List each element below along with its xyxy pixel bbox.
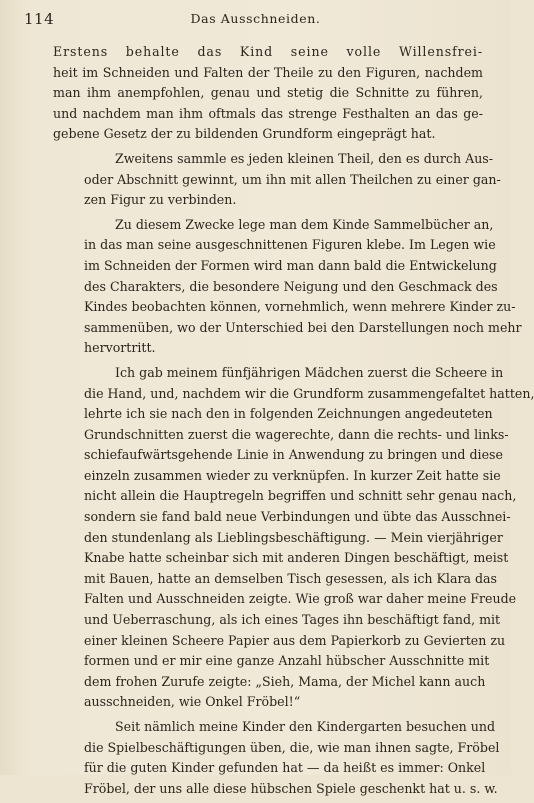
text-line: im Schneiden der Formen wird man dann bald die Entwickelung [84,257,497,273]
text-line: Zweitens sammle es jeden kleinen Theil, den es durch Aus- [115,150,494,166]
text-line: nicht allein die Hauptregeln begriffen und schnitt sehr genau nach, [84,488,517,504]
page-number: 114 [24,10,55,28]
text-line: und Ueberraschung, als ich eines Tages ihn beschäftigt fand, mit [84,612,501,628]
text-line: sammenüben, wo der Unterschied bei den Darstellungen noch mehr [84,319,522,335]
text-line: heit im Schneiden und Falten der Theile zu den Figuren, nachdem [53,64,483,80]
text-line: die Hand, und, nachdem wir die Grundform zusammengefaltet hatten, [84,385,534,401]
text-line: Knabe hatte scheinbar sich mit anderen Dingen beschäftigt, meist [84,550,509,566]
text-line: Kindes beobachten können, vornehmlich, wenn mehrere Kinder zu- [84,299,516,315]
paragraph [53,363,534,713]
text-line: einer kleinen Scheere Papier aus dem Papierkorb zu Gevierten zu [84,632,506,648]
text-line: Falten und Ausschneiden zeigte. Wie groß war daher meine Freude [84,591,517,607]
text-line: des Charakters, die besondere Neigung und den Geschmack des [84,278,498,294]
text-line: schiefaufwärtsgehende Linie in Anwendung zu bringen und diese [84,447,503,463]
text-line: sondern sie fand bald neue Verbindungen und übte das Ausschnei- [84,509,511,525]
text-line: dem frohen Zurufe zeigte: „Sieh, Mama, der Michel kann auch [84,673,486,689]
paragraph [53,149,501,211]
running-head [0,8,511,30]
text-line: gebene Gesetz der zu bildenden Grundform eingeprägt hat. [53,126,436,142]
text-line: Zu diesem Zwecke lege man dem Kinde Sammelbücher an, [115,216,494,232]
paragraph [53,215,522,359]
text-line: Fröbel, der uns alle diese hübschen Spiele geschenkt hat u. s. w. [84,780,498,796]
text-line: Ich gab meinem fünfjährigen Mädchen zuerst die Scheere in [115,364,504,380]
text-line: man ihm anempfohlen, genau und stetig die Schnitte zu führen, [53,85,483,101]
text-line: zen Figur zu verbinden. [84,192,237,208]
text-line: formen und er mir eine ganze Anzahl hübscher Ausschnitte mit [84,653,490,669]
paragraph [53,717,500,799]
text-line: oder Abschnitt gewinnt, um ihn mit allen Theilchen zu einer gan- [84,171,501,187]
text-line: für die guten Kinder gefunden hat — da heißt es immer: Onkel [84,760,486,776]
text-line: den stundenlang als Lieblingsbeschäftigung. — Mein vierjähriger [84,529,503,545]
text-line: einzeln zusammen wieder zu verknüpfen. In kurzer Zeit hatte sie [84,467,501,483]
body-text [53,42,534,803]
running-title: Das Ausschneiden. [190,11,321,26]
text-line: Erstens behalte das Kind seine volle Willensfrei- [53,44,483,59]
text-line: ausschneiden, wie Onkel Fröbel!“ [84,694,301,710]
text-line: in das man seine ausgeschnittenen Figuren klebe. Im Legen wie [84,237,496,253]
text-line: mit Bauen, hatte an demselben Tisch gesessen, als ich Klara das [84,570,498,586]
text-line: lehrte ich sie nach den in folgenden Zeichnungen angedeuteten [84,406,493,422]
text-line: Grundschnitten zuerst die wagerechte, dann die rechts- und links- [84,426,509,442]
text-line: und nachdem man ihm oftmals das strenge Festhalten an das ge- [53,105,483,121]
text-line: die Spielbeschäftigungen üben, die, wie man ihnen sagte, Fröbel [84,739,500,755]
text-line: hervortritt. [84,340,156,356]
text-line: Seit nämlich meine Kinder den Kindergarten besuchen und [115,719,496,734]
paragraph [53,42,483,145]
